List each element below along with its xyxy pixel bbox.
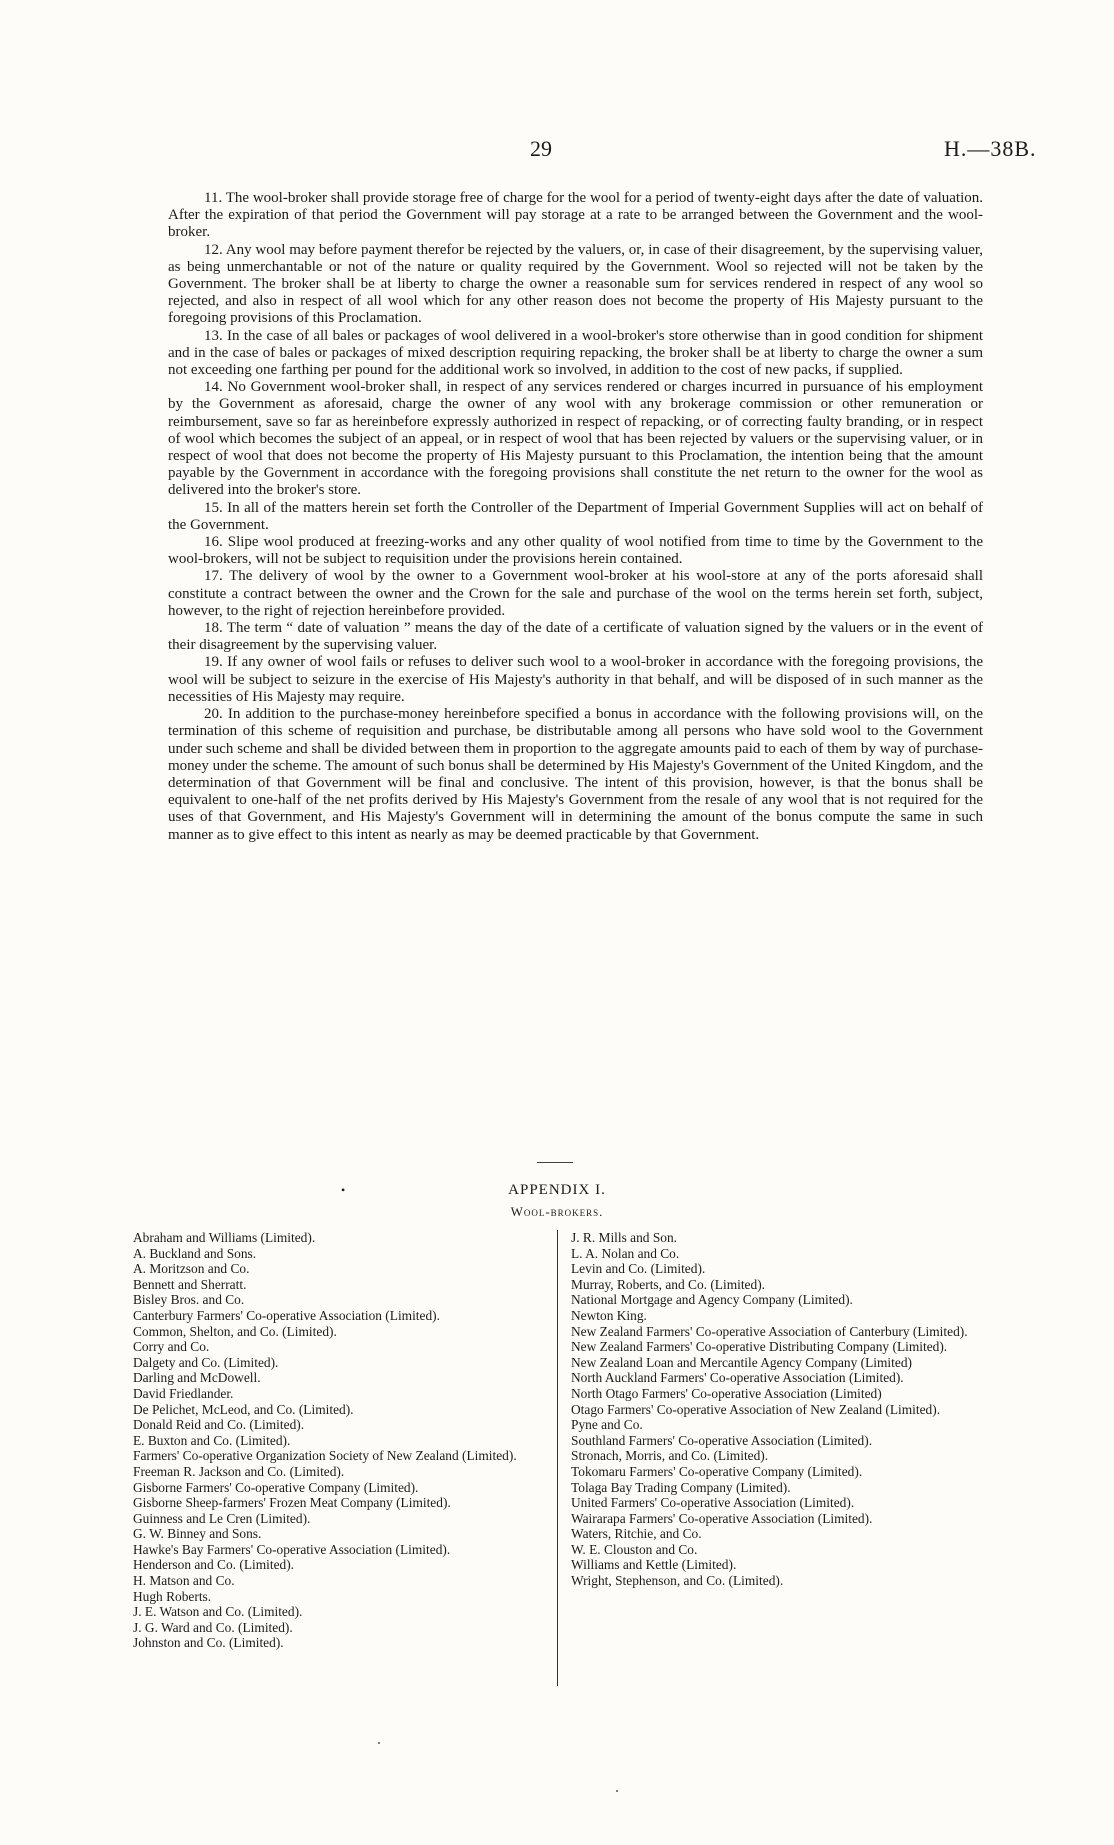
broker-entry: National Mortgage and Agency Company (Limited). xyxy=(571,1292,853,1308)
bullet-mark: • xyxy=(341,1183,346,1197)
paper-speck xyxy=(616,1790,618,1792)
brokers-right-column xyxy=(571,1230,984,1589)
broker-entry: Common, Shelton, and Co. (Limited). xyxy=(133,1323,337,1339)
broker-entry: Murray, Roberts, and Co. (Limited). xyxy=(571,1276,766,1292)
broker-entry: North Auckland Farmers' Co-operative Association (Limited). xyxy=(571,1370,904,1386)
clause-17: 17. The delivery of wool by the owner to a Government wool-broker at his wool-store at any of the ports aforesaid shall constitute a contract between the owner and the Crown for the sale and purchase of the wool on the terms herein set forth, subject, however, to the right of rejection hereinbefore provided. xyxy=(168,568,983,619)
broker-entry: Wairarapa Farmers' Co-operative Association (Limited). xyxy=(571,1510,873,1526)
broker-entry: Levin and Co. (Limited). xyxy=(571,1261,706,1277)
paper-speck xyxy=(378,1742,380,1744)
broker-entry: Newton King. xyxy=(571,1307,647,1323)
appendix-title: APPENDIX I. xyxy=(508,1182,606,1198)
section-divider xyxy=(537,1162,573,1163)
broker-entry: J. G. Ward and Co. (Limited). xyxy=(133,1619,293,1635)
clause-16: 16. Slipe wool produced at freezing-works and any other quality of wool notified from time to time by the Government to the wool-brokers, will not be subject to requisition under the provisions herein contained. xyxy=(168,534,983,568)
clause-20: 20. In addition to the purchase-money hereinbefore specified a bonus in accordance with the following provisions will, on the termination of this scheme of requisition and purchase, be distributable among all persons who have sold wool to the Government under such scheme and shall be divided between them in proportion to the aggregate amounts paid to each of them by way of purchase-money under the scheme. The amount of such bonus shall be determined by His Majesty's Government of the United Kingdom, and the determination of that Government will be final and conclusive. The intent of this provision, however, is that the bonus shall be equivalent to one-half of the net profits derived by His Majesty's Government from the resale of any wool that is not required for the uses of that Government, and His Majesty's Government will in determining the amount of the bonus compute the same in such manner as to give effect to this intent as nearly as may be deemed practicable by that Government. xyxy=(168,706,983,843)
broker-entry: Gisborne Farmers' Co-operative Company (Limited). xyxy=(133,1479,419,1495)
broker-entry: E. Buxton and Co. (Limited). xyxy=(133,1432,291,1448)
broker-entry: Pyne and Co. xyxy=(571,1417,643,1433)
broker-entry: Waters, Ritchie, and Co. xyxy=(571,1526,702,1542)
broker-entry: Stronach, Morris, and Co. (Limited). xyxy=(571,1448,769,1464)
clause-11: 11. The wool-broker shall provide storage free of charge for the wool for a period of twenty-eight days after the date of valuation. After the expiration of that period the Government will pay storage at a rate to be arranged between the Government and the wool-broker. xyxy=(168,190,983,241)
broker-entry: Wright, Stephenson, and Co. (Limited). xyxy=(571,1573,784,1589)
broker-entry: David Friedlander. xyxy=(133,1385,234,1401)
broker-entry: Tokomaru Farmers' Co-operative Company (Limited). xyxy=(571,1463,863,1479)
broker-entry: North Otago Farmers' Co-operative Association (Limited) xyxy=(571,1385,882,1401)
clause-18: 18. The term “ date of valuation ” means the day of the date of a certificate of valuation signed by the valuers or in the event of their disagreement by the supervising valuer. xyxy=(168,620,983,654)
broker-entry: Darling and McDowell. xyxy=(133,1370,261,1386)
clause-13: 13. In the case of all bales or packages of wool delivered in a wool-broker's store otherwise than in good condition for shipment and in the case of bales or packages of mixed description requiring repacking, the broker shall be at liberty to charge the owner a sum not exceeding one farthing per pound for the additional work so involved, in addition to the cost of new packs, if supplied. xyxy=(168,327,983,379)
broker-entry: Otago Farmers' Co-operative Association of New Zealand (Limited). xyxy=(571,1401,941,1417)
broker-entry: Bennett and Sherratt. xyxy=(133,1276,247,1292)
broker-entry: De Pelichet, McLeod, and Co. (Limited). xyxy=(133,1401,354,1417)
broker-entry: Hawke's Bay Farmers' Co-operative Association (Limited). xyxy=(133,1541,451,1557)
appendix-subtitle: Wool-brokers. xyxy=(510,1204,604,1219)
broker-entry: Henderson and Co. (Limited). xyxy=(133,1557,295,1573)
broker-entry: J. E. Watson and Co. (Limited). xyxy=(133,1604,303,1620)
broker-entry: G. W. Binney and Sons. xyxy=(133,1526,262,1542)
broker-entry: Donald Reid and Co. (Limited). xyxy=(133,1417,305,1433)
broker-entry: New Zealand Farmers' Co-operative Distributing Company (Limited). xyxy=(571,1339,948,1355)
broker-entry: W. E. Clouston and Co. xyxy=(571,1541,698,1557)
broker-entry: Corry and Co. xyxy=(133,1339,210,1355)
clause-15: 15. In all of the matters herein set forth the Controller of the Department of Imperial Government Supplies will act on behalf of the Government. xyxy=(168,499,983,533)
broker-entry: Southland Farmers' Co-operative Association (Limited). xyxy=(571,1432,873,1448)
broker-entry: A. Moritzson and Co. xyxy=(133,1261,250,1277)
broker-entry: Johnston and Co. (Limited). xyxy=(133,1635,284,1651)
broker-entry: Abraham and Williams (Limited). xyxy=(133,1230,316,1245)
broker-entry: Tolaga Bay Trading Company (Limited). xyxy=(571,1479,791,1495)
broker-entry: H. Matson and Co. xyxy=(133,1573,235,1589)
broker-entry: Freeman R. Jackson and Co. (Limited). xyxy=(133,1463,345,1479)
brokers-left-column xyxy=(133,1230,545,1651)
broker-entry: United Farmers' Co-operative Association (Limited). xyxy=(571,1495,855,1511)
page-number: 29 xyxy=(530,136,552,161)
broker-entry: New Zealand Loan and Mercantile Agency Company (Limited) xyxy=(571,1354,912,1370)
broker-entry: Gisborne Sheep-farmers' Frozen Meat Company (Limited). xyxy=(133,1495,451,1511)
clause-19: 19. If any owner of wool fails or refuses to deliver such wool to a wool-broker in accordance with the foregoing provisions, the wool will be subject to seizure in the exercise of His Majesty's authority in that behalf, and will be disposed of in such manner as the necessities of His Majesty may require. xyxy=(168,654,983,705)
document-reference: H.—38B. xyxy=(944,136,1037,161)
broker-entry: Williams and Kettle (Limited). xyxy=(571,1557,737,1573)
broker-entry: L. A. Nolan and Co. xyxy=(571,1245,680,1261)
broker-entry: New Zealand Farmers' Co-operative Association of Canterbury (Limited). xyxy=(571,1323,968,1339)
broker-entry: A. Buckland and Sons. xyxy=(133,1245,257,1261)
clause-14: 14. No Government wool-broker shall, in respect of any services rendered or charges incurred in pursuance of his employment by the Government as aforesaid, charge the owner of any wool with any brokerage commission or other remuneration or reimbursement, save so far as hereinbefore expressly authorized in respect of repacking, or of correcting faulty branding, or in respect of wool which becomes the subject of an appeal, or in respect of wool that has been rejected by valuers or the supervising valuer, or in respect of wool that does not become the property of His Majesty pursuant to this Proclamation, the intention being that the amount payable by the Government in accordance with the foregoing provisions shall constitute the net return to the owner for the wool as delivered into the broker's store. xyxy=(168,379,983,499)
clause-12: 12. Any wool may before payment therefor be rejected by the valuers, or, in case of their disagreement, by the supervising valuer, as being unmerchantable or not of the nature or quality required by the Government. Wool so rejected will not be taken by the Government. The broker shall be at liberty to charge the owner a reasonable sum for services rendered in respect of any wool so rejected, and also in respect of all wool which for any other reason does not become the property of His Majesty pursuant to the foregoing provisions of this Proclamation. xyxy=(168,241,983,327)
broker-entry: Hugh Roberts. xyxy=(133,1588,212,1604)
broker-entry: Farmers' Co-operative Organization Society of New Zealand (Limited). xyxy=(133,1448,517,1464)
broker-entry: J. R. Mills and Son. xyxy=(571,1230,678,1245)
column-divider xyxy=(557,1230,558,1686)
proclamation-clauses xyxy=(168,190,983,844)
broker-entry: Guinness and Le Cren (Limited). xyxy=(133,1510,311,1526)
broker-entry: Canterbury Farmers' Co-operative Association (Limited). xyxy=(133,1307,440,1323)
broker-entry: Bisley Bros. and Co. xyxy=(133,1292,245,1308)
broker-entry: Dalgety and Co. (Limited). xyxy=(133,1354,279,1370)
